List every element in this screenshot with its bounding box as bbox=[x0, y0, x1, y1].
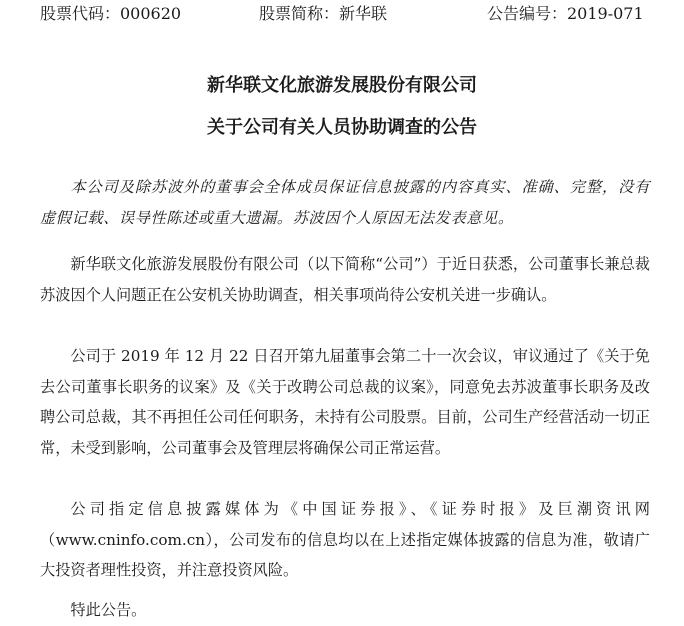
stock-code: 股票代码：000620 bbox=[40, 4, 182, 23]
document-header bbox=[40, 2, 650, 26]
announcement-number: 公告编号：2019-071 bbox=[487, 4, 644, 23]
stock-name: 股票简称：新华联 bbox=[259, 4, 388, 23]
announcement-title: 关于公司有关人员协助调查的公告 bbox=[207, 117, 477, 138]
board-statement: 本公司及除苏波外的董事会全体成员保证信息披露的内容真实、准确、完整，没有虚假记载、误导性陈述或重大遗漏。苏波因个人原因无法发表意见。 bbox=[40, 178, 650, 227]
company-title: 新华联文化旅游发展股份有限公司 bbox=[207, 75, 477, 96]
closing-remark: 特此公告。 bbox=[70, 601, 147, 619]
body-paragraph-3: 公司指定信息披露媒体为《中国证券报》、《证券时报》及巨潮资讯网（www.cninfo.com.cn），公司发布的信息均以在上述指定媒体披露的信息为准，敬请广大投资者理性投资，并注意投资风险。 bbox=[40, 500, 650, 579]
body-paragraph-1: 新华联文化旅游发展股份有限公司（以下简称“公司”）于近日获悉，公司董事长兼总裁苏波因个人问题正在公安机关协助调查，相关事项尚待公安机关进一步确认。 bbox=[40, 255, 650, 304]
body-paragraph-2: 公司于 2019 年 12 月 22 日召开第九届董事会第二十一次会议，审议通过了《关于免去公司董事长职务的议案》及《关于改聘公司总裁的议案》，同意免去苏波董事长职务及改聘公司总裁，其不再担任公司任何职务，未持有公司股票。目前，公司生产经营活动一切正常，未受到影响，公司董事会及管理层将确保公司正常运营。 bbox=[40, 347, 650, 457]
